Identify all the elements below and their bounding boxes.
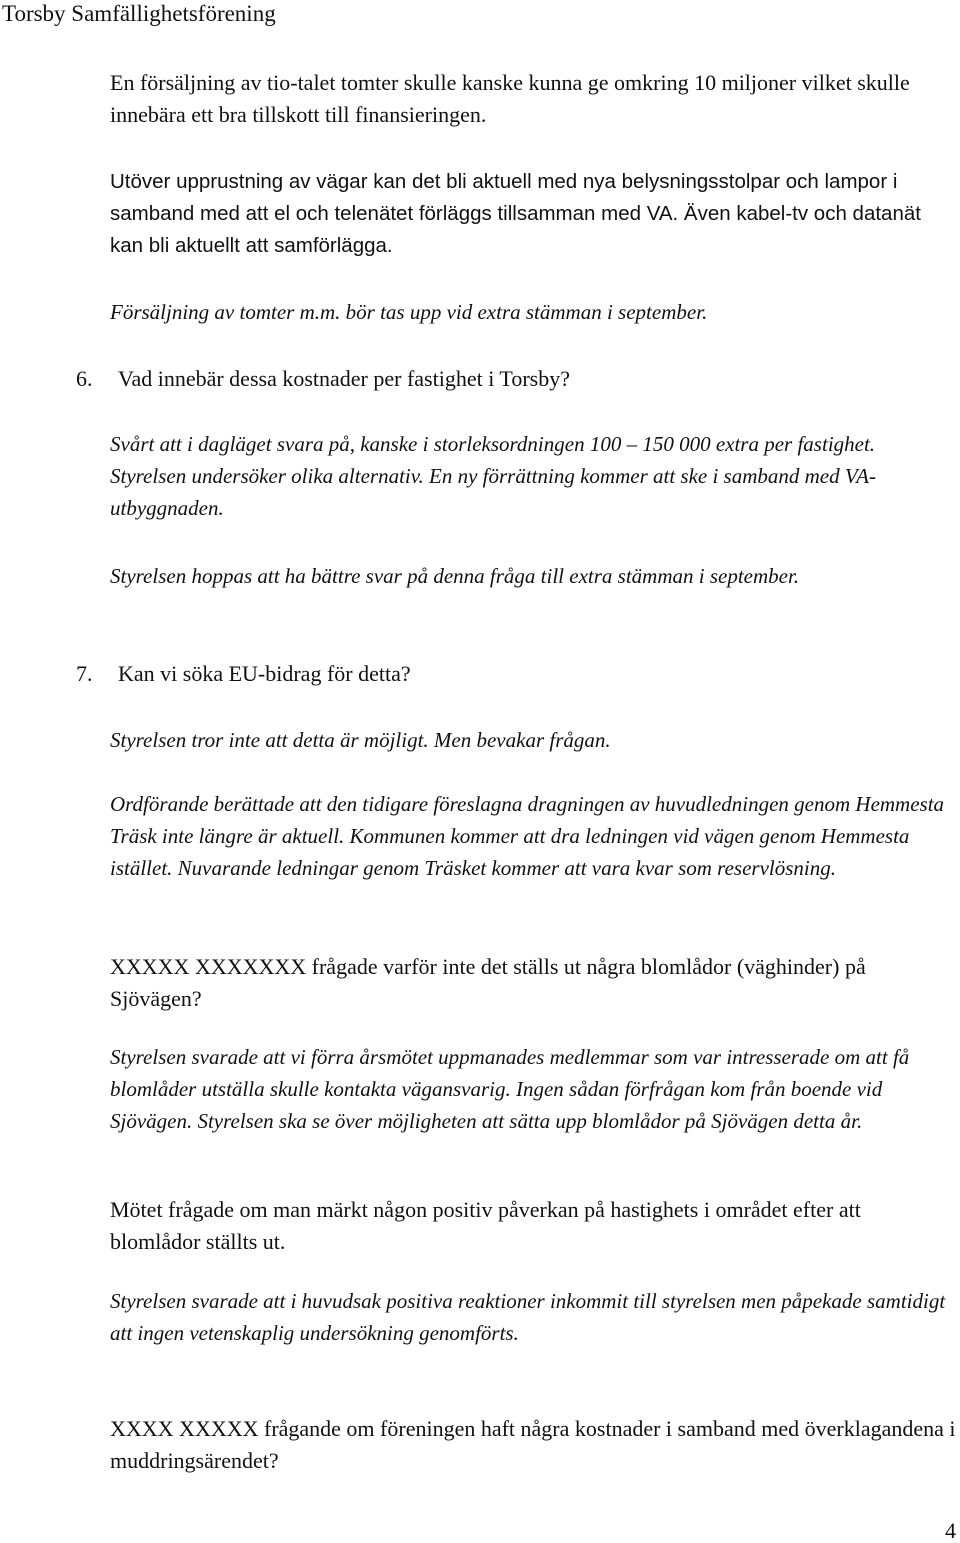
paragraph-lighting-and-cables: Utöver upprustning av vägar kan det bli aktuell med nya belysningsstolpar och lampor i samband med att el och telenätet förläggs tillsamman med VA. Även kabel-tv och datanät kan bli aktuellt att samförlägga. (110, 170, 921, 257)
paragraph-dredging-costs-question: XXXX XXXXX frågande om föreningen haft några kostnader i samband med överklagandena i muddringsärendet? (110, 1416, 956, 1473)
document-header: Torsby Samfällighetsförening (2, 1, 276, 26)
question-7-number: 7. (76, 661, 93, 686)
question-6-number: 6. (76, 366, 93, 391)
question-7-text: Kan vi söka EU-bidrag för detta? (118, 661, 411, 686)
paragraph-cost-estimate: Svårt att i dagläget svara på, kanske i storleksordningen 100 – 150 000 extra per fastighet. Styrelsen undersöker olika alternativ. En ny förrättning kommer att ske i samband med VA-utbyggnaden. (110, 432, 876, 520)
paragraph-sale-extra-meeting: Försäljning av tomter m.m. bör tas upp vid extra stämman i september. (110, 300, 708, 324)
paragraph-main-line-routing: Ordförande berättade att den tidigare föreslagna dragningen av huvudledningen genom Hemmesta Träsk inte längre är aktuell. Kommunen kommer att dra ledningen vid vägen genom Hemmesta istället. Nuvarande ledningar genom Träsket kommer att vara kvar som reservlösning. (110, 792, 945, 880)
paragraph-sale-of-plots: En försäljning av tio-talet tomter skulle kanske kunna ge omkring 10 miljoner vilket skulle innebära ett bra tillskott till finansieringen. (110, 70, 910, 127)
question-6-text: Vad innebär dessa kostnader per fastighet i Torsby? (118, 366, 570, 391)
paragraph-flower-boxes-answer: Styrelsen svarade att vi förra årsmötet uppmanades medlemmar som var intresserade om att få blomlåder utställa skulle kontakta vägansvarig. Ingen sådan förfrågan kom från boende vid Sjövägen. Styrelsen ska se över möjligheten att sätta upp blomlådor på Sjövägen detta år. (110, 1045, 910, 1133)
page-number: 4 (945, 1518, 956, 1543)
paragraph-eu-grant-answer: Styrelsen tror inte att detta är möjligt. Men bevakar frågan. (110, 728, 611, 752)
paragraph-flower-boxes-question: XXXXX XXXXXXX frågade varför inte det ställs ut några blomlådor (väghinder) på Sjövägen? (110, 954, 866, 1011)
paragraph-speed-effect-answer: Styrelsen svarade att i huvudsak positiva reaktioner inkommit till styrelsen men påpekade samtidigt att ingen vetenskaplig undersökning genomförts. (110, 1289, 946, 1345)
paragraph-board-hopes: Styrelsen hoppas att ha bättre svar på denna fråga till extra stämman i september. (110, 564, 800, 588)
paragraph-speed-effect-question: Mötet frågade om man märkt någon positiv påverkan på hastighets i området efter att blomlådor ställts ut. (110, 1197, 861, 1254)
